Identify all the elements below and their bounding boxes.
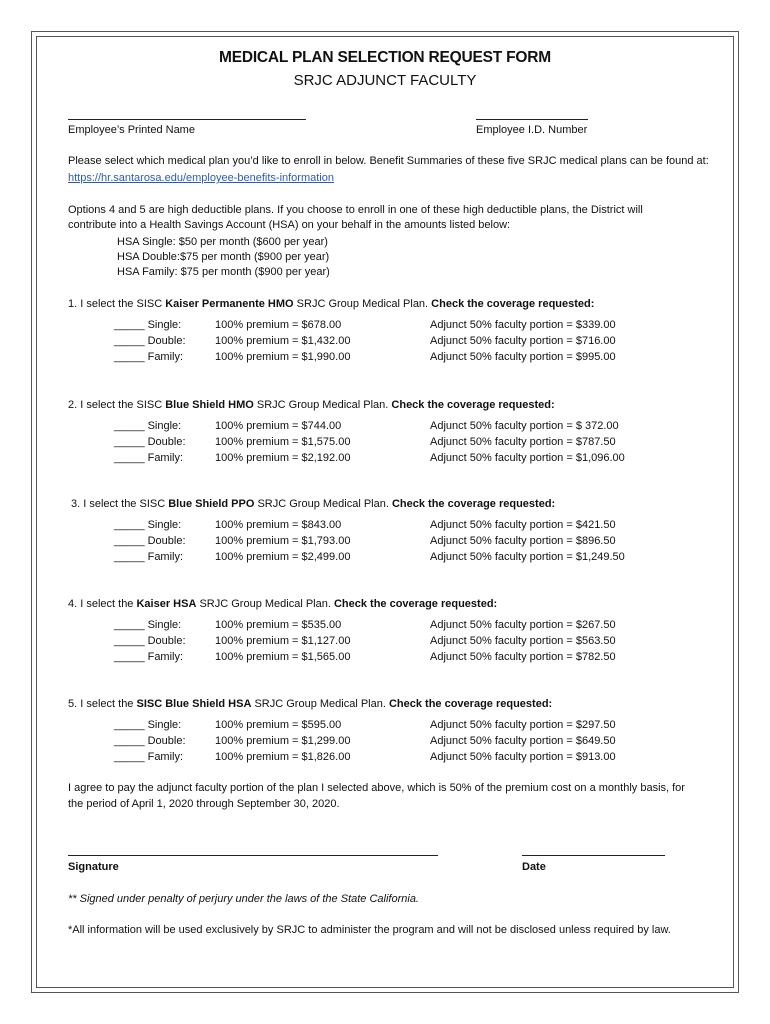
form-title: MEDICAL PLAN SELECTION REQUEST FORM [218,49,551,66]
faculty-portion: Adjunct 50% faculty portion = $ 372.00 [430,420,619,432]
plan-4-coverage-option[interactable] [114,634,186,649]
employee-id-field[interactable] [476,119,588,120]
faculty-portion: Adjunct 50% faculty portion = $787.50 [430,436,616,448]
plan-premium: 100% premium = $678.00 [215,319,342,331]
coverage-checkbox-blank[interactable]: _____ [114,535,145,547]
coverage-label: Family: [147,351,184,363]
faculty-portion: Adjunct 50% faculty portion = $297.50 [430,719,616,731]
coverage-label: Double: [147,335,186,347]
coverage-label: Double: [147,635,186,647]
faculty-portion: Adjunct 50% faculty portion = $716.00 [430,335,616,347]
faculty-portion: Adjunct 50% faculty portion = $1,096.00 [430,452,625,464]
coverage-label: Single: [147,420,182,432]
coverage-checkbox-blank[interactable]: _____ [114,335,145,347]
plan-check-instruction: Check the coverage requested: [431,298,595,310]
coverage-label: Family: [147,452,184,464]
coverage-checkbox-blank[interactable]: _____ [114,452,145,464]
plan-2-heading [68,398,555,413]
coverage-label: Single: [147,519,182,531]
plan-check-instruction: Check the coverage requested: [391,399,555,411]
plan-premium: 100% premium = $1,299.00 [215,735,351,747]
plan-heading-prefix: 3. I select the SISC [71,498,169,510]
coverage-checkbox-blank[interactable]: _____ [114,420,145,432]
plan-premium: 100% premium = $843.00 [215,519,342,531]
hsa-double: HSA Double:$75 per month ($900 per year) [117,251,330,263]
coverage-checkbox-blank[interactable]: _____ [114,519,145,531]
plan-4-heading [68,597,497,612]
date-label: Date [522,861,546,873]
plan-3-coverage-option[interactable] [114,518,181,533]
plan-premium: 100% premium = $2,499.00 [215,551,351,563]
plan-5-coverage-option[interactable] [114,718,181,733]
coverage-checkbox-blank[interactable]: _____ [114,651,145,663]
coverage-label: Double: [147,535,186,547]
plan-check-instruction: Check the coverage requested: [333,598,498,610]
plan-5-heading [68,697,552,712]
employee-name-field[interactable] [68,119,306,120]
plan-4-coverage-option[interactable] [114,650,183,665]
plan-heading-prefix: 2. I select the SISC [68,399,166,411]
plan-heading-suffix: SRJC Group Medical Plan. [254,498,392,510]
plan-1-coverage-option[interactable] [114,318,181,333]
coverage-checkbox-blank[interactable]: _____ [114,619,145,631]
hsa-family: HSA Family: $75 per month ($900 per year) [117,266,330,278]
plan-check-instruction: Check the coverage requested: [391,498,556,510]
coverage-checkbox-blank[interactable]: _____ [114,351,145,363]
hsa-text-line1: Options 4 and 5 are high deductible plans. If you choose to enroll in one of these high deductible plans, the District will [68,204,643,216]
intro-text: Please select which medical plan you’d like to enroll in below. Benefit Summaries of these five SRJC medical plans can be found at: [68,155,709,167]
faculty-portion: Adjunct 50% faculty portion = $563.50 [430,635,616,647]
plan-heading-suffix: SRJC Group Medical Plan. [253,399,392,411]
benefits-link[interactable]: https://hr.santarosa.edu/employee-benefits-information [68,172,334,184]
signature-label: Signature [68,861,119,873]
coverage-checkbox-blank[interactable]: _____ [114,735,145,747]
plan-1-heading [68,297,594,312]
plan-3-coverage-option[interactable] [114,534,186,549]
plan-name: SISC Blue Shield HSA [136,698,252,710]
plan-name: Kaiser Permanente HMO [165,298,294,310]
plan-heading-prefix: 1. I select the SISC [68,298,166,310]
plan-premium: 100% premium = $535.00 [215,619,342,631]
plan-2-coverage-option[interactable] [114,451,183,466]
coverage-label: Family: [147,551,184,563]
plan-premium: 100% premium = $1,793.00 [215,535,351,547]
plan-premium: 100% premium = $1,127.00 [215,635,351,647]
plan-heading-prefix: 4. I select the [68,598,137,610]
faculty-portion: Adjunct 50% faculty portion = $339.00 [430,319,616,331]
plan-heading-suffix: SRJC Group Medical Plan. [251,698,389,710]
coverage-label: Single: [147,319,182,331]
agreement-line1: I agree to pay the adjunct faculty portion of the plan I selected above, which is 50% of the premium cost on a monthly basis, for [68,782,685,794]
plan-heading-suffix: SRJC Group Medical Plan. [196,598,334,610]
plan-heading-suffix: SRJC Group Medical Plan. [293,298,432,310]
coverage-label: Double: [147,436,186,448]
faculty-portion: Adjunct 50% faculty portion = $913.00 [430,751,616,763]
coverage-label: Family: [147,751,184,763]
employee-name-label: Employee’s Printed Name [68,124,195,136]
faculty-portion: Adjunct 50% faculty portion = $1,249.50 [430,551,625,563]
plan-premium: 100% premium = $1,432.00 [215,335,351,347]
plan-name: Blue Shield HMO [165,399,254,411]
plan-premium: 100% premium = $1,826.00 [215,751,351,763]
plan-name: Blue Shield PPO [168,498,255,510]
faculty-portion: Adjunct 50% faculty portion = $649.50 [430,735,616,747]
plan-2-coverage-option[interactable] [114,435,186,450]
hsa-single: HSA Single: $50 per month ($600 per year) [117,236,328,248]
coverage-checkbox-blank[interactable]: _____ [114,551,145,563]
plan-5-coverage-option[interactable] [114,750,183,765]
coverage-checkbox-blank[interactable]: _____ [114,635,145,647]
plan-1-coverage-option[interactable] [114,350,183,365]
plan-heading-prefix: 5. I select the [68,698,137,710]
agreement-line2: the period of April 1, 2020 through September 30, 2020. [68,798,340,810]
plan-premium: 100% premium = $2,192.00 [215,452,351,464]
plan-premium: 100% premium = $744.00 [215,420,342,432]
plan-1-coverage-option[interactable] [114,334,186,349]
coverage-label: Double: [147,735,186,747]
perjury-note: ** Signed under penalty of perjury under the laws of the State California. [68,893,419,905]
plan-premium: 100% premium = $1,565.00 [215,651,351,663]
coverage-checkbox-blank[interactable]: _____ [114,319,145,331]
employee-id-label: Employee I.D. Number [476,124,588,136]
plan-premium: 100% premium = $595.00 [215,719,342,731]
plan-4-coverage-option[interactable] [114,618,181,633]
coverage-checkbox-blank[interactable]: _____ [114,436,145,448]
faculty-portion: Adjunct 50% faculty portion = $267.50 [430,619,616,631]
plan-premium: 100% premium = $1,990.00 [215,351,351,363]
form-subtitle: SRJC ADJUNCT FACULTY [293,72,477,89]
plan-3-coverage-option[interactable] [114,550,183,565]
date-field[interactable] [522,855,665,856]
plan-premium: 100% premium = $1,575.00 [215,436,351,448]
coverage-label: Family: [147,651,184,663]
plan-check-instruction: Check the coverage requested: [388,698,553,710]
coverage-label: Single: [147,719,182,731]
faculty-portion: Adjunct 50% faculty portion = $896.50 [430,535,616,547]
plan-2-coverage-option[interactable] [114,419,181,434]
disclosure-note: *All information will be used exclusively by SRJC to administer the program and will not be disclosed unless required by law. [68,924,671,936]
coverage-checkbox-blank[interactable]: _____ [114,751,145,763]
hsa-text-line2: contribute into a Health Savings Account (HSA) on your behalf in the amounts listed below: [68,219,511,231]
signature-field[interactable] [68,855,438,856]
coverage-checkbox-blank[interactable]: _____ [114,719,145,731]
coverage-label: Single: [147,619,182,631]
plan-5-coverage-option[interactable] [114,734,186,749]
faculty-portion: Adjunct 50% faculty portion = $995.00 [430,351,616,363]
plan-3-heading [71,497,555,512]
faculty-portion: Adjunct 50% faculty portion = $421.50 [430,519,616,531]
plan-name: Kaiser HSA [136,598,197,610]
faculty-portion: Adjunct 50% faculty portion = $782.50 [430,651,616,663]
